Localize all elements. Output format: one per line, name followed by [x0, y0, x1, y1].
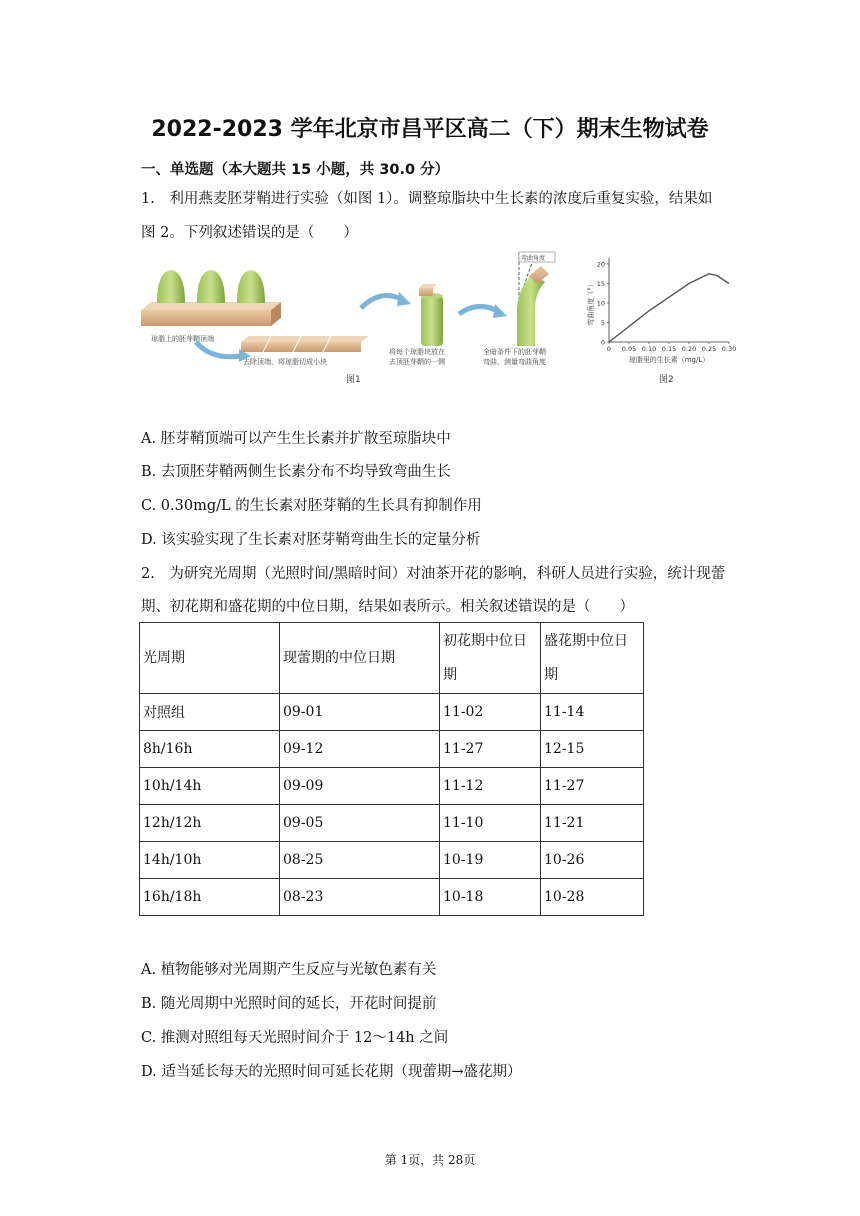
table-cell: 11-14: [541, 694, 644, 731]
q2-stem-line1: 2. 为研究光周期（光照时间/黑暗时间）对油茶开花的影响，科研人员进行实验，统计现蕾: [141, 566, 726, 582]
table-row: [140, 694, 644, 731]
page-footer: 第 1页，共 28页: [384, 1153, 476, 1167]
table-row: [140, 805, 644, 842]
q1-option-a[interactable]: A. 胚芽鞘顶端可以产生生长素并扩散至琼脂块中: [141, 431, 451, 447]
bent-coleoptile: [517, 252, 555, 346]
q2-option-d[interactable]: D. 适当延长每天的光照时间可延长花期（现蕾期→盛花期）: [141, 1064, 522, 1080]
table-cell: 10-26: [541, 842, 644, 879]
arrow-icon: [196, 342, 241, 357]
agar-with-tips: [141, 270, 281, 326]
table-cell: 10-18: [440, 879, 541, 916]
x-tick-label: 0.15: [661, 345, 677, 353]
section-heading: 一、单选题（本大题共 15 小题，共 30.0 分）: [141, 162, 450, 178]
x-tick-label: 0.25: [701, 345, 717, 353]
x-tick-label: 0.20: [681, 345, 697, 353]
x-tick-label: 0: [606, 345, 612, 353]
q1-stem-line2: 图 2。下列叙述错误的是（ ）: [141, 225, 358, 241]
fig1-label: 图1: [346, 375, 361, 385]
q1-figure: [141, 250, 741, 390]
q1-option-c[interactable]: C. 0.30mg/L 的生长素对胚芽鞘的生长具有抑制作用: [141, 498, 482, 514]
table-cell: 09-12: [280, 731, 440, 768]
table-cell: 8h/16h: [140, 731, 280, 768]
q1-option-d[interactable]: D. 该实验实现了生长素对胚芽鞘弯曲生长的定量分析: [141, 532, 481, 548]
series-line: [609, 274, 729, 342]
bending-angle-chart: [586, 258, 736, 364]
angle-label: 弯曲角度: [521, 255, 546, 262]
table-header-cell: 现蕾期的中位日期: [280, 623, 440, 694]
fig1-caption-c2: 去顶胚芽鞘的一侧: [389, 358, 445, 366]
agar-blocks: [241, 336, 369, 352]
x-tick-label: 0.05: [621, 345, 637, 353]
table-row: [140, 879, 644, 916]
table-cell: 11-27: [440, 731, 541, 768]
x-tick-label: 0.10: [641, 345, 657, 353]
table-cell: 11-02: [440, 694, 541, 731]
table-cell: 对照组: [140, 694, 280, 731]
table-header-cell: 光周期: [140, 623, 280, 694]
table-cell: 11-21: [541, 805, 644, 842]
fig1-caption-d2: 弯曲，测量弯曲角度: [483, 358, 546, 366]
fig1-caption-d1: 全暗条件下的胚芽鞘: [483, 348, 546, 356]
table-cell: 11-10: [440, 805, 541, 842]
y-tick-label: 20: [596, 260, 605, 269]
table-cell: 16h/18h: [140, 879, 280, 916]
y-tick-label: 0: [600, 338, 605, 347]
fig1-caption-b: 去除顶端，将琼脂切成小块: [243, 358, 327, 366]
table-cell: 10-19: [440, 842, 541, 879]
arrow-icon: [361, 296, 403, 309]
y-tick-label: 15: [596, 280, 605, 288]
fig1-caption-a: 琼脂上的胚芽鞘顶端: [151, 335, 214, 343]
arrow-icon: [459, 306, 499, 314]
x-tick-label: 0.30: [721, 345, 737, 353]
table-cell: 11-27: [541, 768, 644, 805]
table-cell: 11-12: [440, 768, 541, 805]
y-axis-label: 弯曲角度（°）: [587, 280, 595, 326]
table-cell: 12h/12h: [140, 805, 280, 842]
table-header-row: [140, 623, 644, 694]
table-header-cell: 初花期中位日期: [440, 623, 541, 694]
photoperiod-table: [139, 622, 644, 916]
page-title: 2022-2023 学年北京市昌平区高二（下）期末生物试卷: [151, 117, 709, 142]
table-cell: 08-25: [280, 842, 440, 879]
y-tick-label: 10: [596, 299, 605, 308]
table-cell: 09-05: [280, 805, 440, 842]
q2-stem-line2: 期、初花期和盛花期的中位日期，结果如表所示。相关叙述错误的是（ ）: [141, 599, 634, 615]
table-header-cell: 盛花期中位日期: [541, 623, 644, 694]
table-row: [140, 768, 644, 805]
q2-option-b[interactable]: B. 随光周期中光照时间的延长，开花时间提前: [141, 996, 437, 1012]
table-row: [140, 842, 644, 879]
table-row: [140, 731, 644, 768]
q1-stem-line1: 1. 利用燕麦胚芽鞘进行实验（如图 1）。调整琼脂块中生长素的浓度后重复实验，结果如: [141, 191, 713, 207]
y-tick-label: 5: [600, 319, 605, 327]
table-cell: 10h/14h: [140, 768, 280, 805]
q1-option-b[interactable]: B. 去顶胚芽鞘两侧生长素分布不均导致弯曲生长: [141, 464, 451, 480]
table-cell: 10-28: [541, 879, 644, 916]
x-axis-label: 琼脂里的生长素（mg/L）: [628, 356, 710, 364]
table-cell: 14h/10h: [140, 842, 280, 879]
table-cell: 09-09: [280, 768, 440, 805]
q2-option-c[interactable]: C. 推测对照组每天光照时间介于 12～14h 之间: [141, 1030, 449, 1046]
decapitated-coleoptile: [419, 284, 443, 346]
q2-option-a[interactable]: A. 植物能够对光周期产生反应与光敏色素有关: [141, 962, 437, 978]
table-cell: 09-01: [280, 694, 440, 731]
fig1-caption-c1: 将每个琼脂块放在: [389, 348, 445, 356]
table-cell: 12-15: [541, 731, 644, 768]
table-cell: 08-23: [280, 879, 440, 916]
fig2-label: 图2: [659, 375, 674, 385]
